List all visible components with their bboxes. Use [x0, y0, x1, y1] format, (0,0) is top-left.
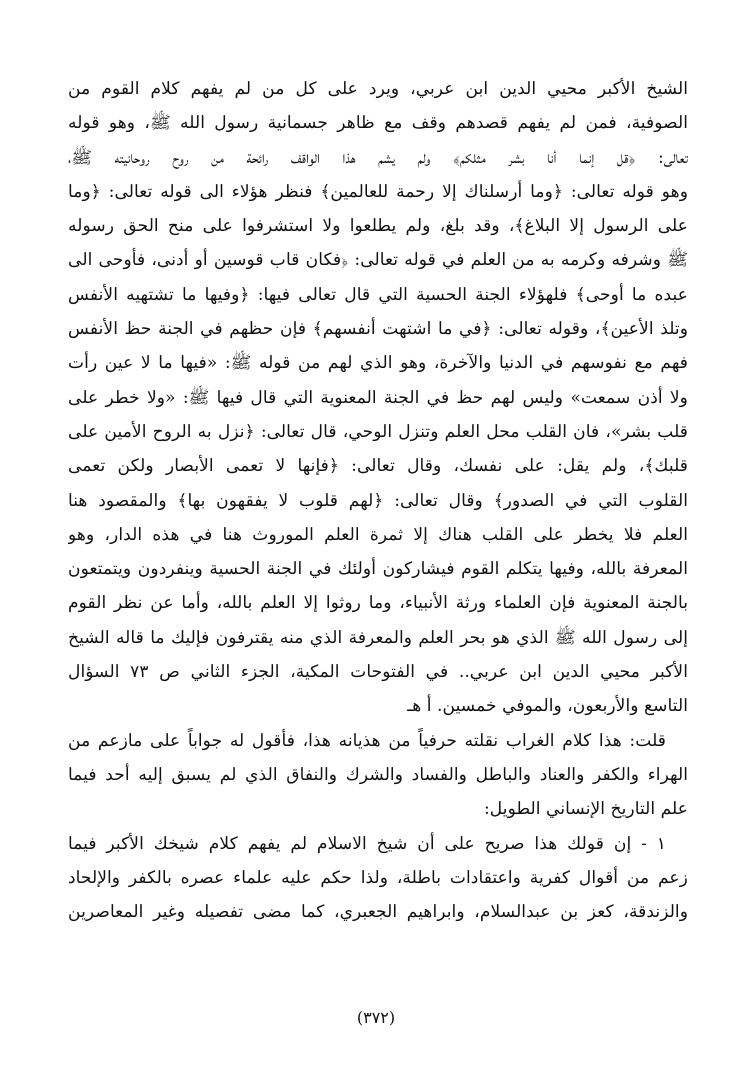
text-line: المعرفة بالله، وفيها يتكلم القوم فيشاركون أولئك في الجنة الحسية وينفردون ويتمتعون [68, 559, 688, 580]
text-line: فهم مع نفوسهم في الدنيا والآخرة، وهو الذي لهم من قوله ﷺ: «فيها ما لا عين رأت [68, 353, 688, 374]
text-line: تعالى: ﴿قل إنما أنا بشر مثلكم﴾ ولم يشم هذا الواقف رائحة من روح روحانيته ﷺ، [68, 147, 688, 168]
text-line: ﷺ وشرفه وكرمه به من العلم في قوله تعالى: ﴿فكان قاب قوسين أو أدنى، فأوحى الى [68, 250, 688, 271]
text-line: عبده ما أوحى﴾ فلهؤلاء الجنة الحسية التي قال تعالى فيها: ﴿وفيها ما تشتهيه الأنفس [68, 284, 688, 305]
text-line: الصوفية، فمن لم يفهم قصدهم وقف مع ظاهر جسمانية رسول الله ﷺ، وهو قوله [68, 113, 688, 134]
text-line: ولا أذن سمعت» وليس لهم حظ في الجنة المعنوية التي قال فيها ﷺ: «ولا خطر على [68, 387, 688, 408]
text-line: علم التاريخ الإنساني الطويل: [483, 799, 688, 820]
page [68, 72, 688, 929]
paragraph-quote [68, 72, 688, 724]
text-line: زعم من أقوال كفرية واعتقادات باطلة، ولذا حكم عليه علماء عصره بالكفر والإلحاد [68, 867, 688, 888]
page-number: (٣٧٢) [356, 1008, 396, 1027]
text-line: قلت: هذا كلام الغراب نقلته حرفياً من هذيانه هذا، فأقول له جواباً على مازعم من [68, 730, 666, 751]
text-line: والزندقة، كعز بن عبدالسلام، وابراهيم الجعبري، كما مضى تفصيله وغير المعاصرين [68, 902, 688, 923]
text-line: وهو قوله تعالى: ﴿وما أرسلناك إلا رحمة للعالمين﴾ فنظر هؤلاء الى قوله تعالى: ﴿وما [68, 181, 688, 202]
paragraph-point-1 [68, 827, 688, 930]
text-line: الشيخ الأكبر محيي الدين ابن عربي، ويرد على كل من لم يفهم كلام القوم من [68, 79, 688, 99]
text-line: على الرسول إلا البلاغ﴾، وقد بلغ، ولم يطلعوا ولا استشرفوا على منح الحق رسوله [68, 216, 688, 237]
text-line: وتلذ الأعين﴾، وقوله تعالى: ﴿في ما اشتهت أنفسهم﴾ فإن حظهم في الجنة حظ الأنفس [68, 319, 688, 340]
text-line: قلبك﴾، ولم يقل: على نفسك، وقال تعالى: ﴿فإنها لا تعمى الأبصار ولكن تعمى [68, 456, 688, 477]
paragraph-response [68, 724, 688, 827]
text-line: ١ - إن قولك هذا صريح على أن شيخ الاسلام لم يفهم كلام شيخك الأكبر فيما [68, 833, 666, 854]
text-line: بالجنة المعنوية فإن العلماء ورثة الأنبياء، وما روثوا إلا العلم بالله، وأما عن نظر القوم [68, 593, 688, 614]
text-line: الأكبر محيي الدين ابن عربي.. في الفتوحات المكية، الجزء الثاني ص ٧٣ السؤال [68, 662, 688, 683]
text-line: إلى رسول الله ﷺ الذي هو بحر العلم والمعرفة الذي منه يقترفون فإليك ما قاله الشيخ [68, 627, 688, 648]
text-line: التاسع والأربعون، والموفي خمسين. أ هـ [407, 696, 688, 717]
text-line: العلم فلا يخطر على القلب هناك إلا ثمرة العلم الموروث هنا في هذه الدار، وهو [68, 524, 688, 545]
text-line: الهراء والكفر والعناد والباطل والفساد والشرك والنفاق الذي لم يسبق إليه أحد فيما [68, 764, 688, 785]
text-line: القلوب التي في الصدور﴾ وقال تعالى: ﴿لهم قلوب لا يفقهون بها﴾ والمقصود هنا [68, 490, 688, 511]
body-text [68, 72, 688, 929]
text-line: قلب بشر»، فان القلب محل العلم وتنزل الوحي، قال تعالى: ﴿نزل به الروح الأمين على [68, 421, 688, 442]
